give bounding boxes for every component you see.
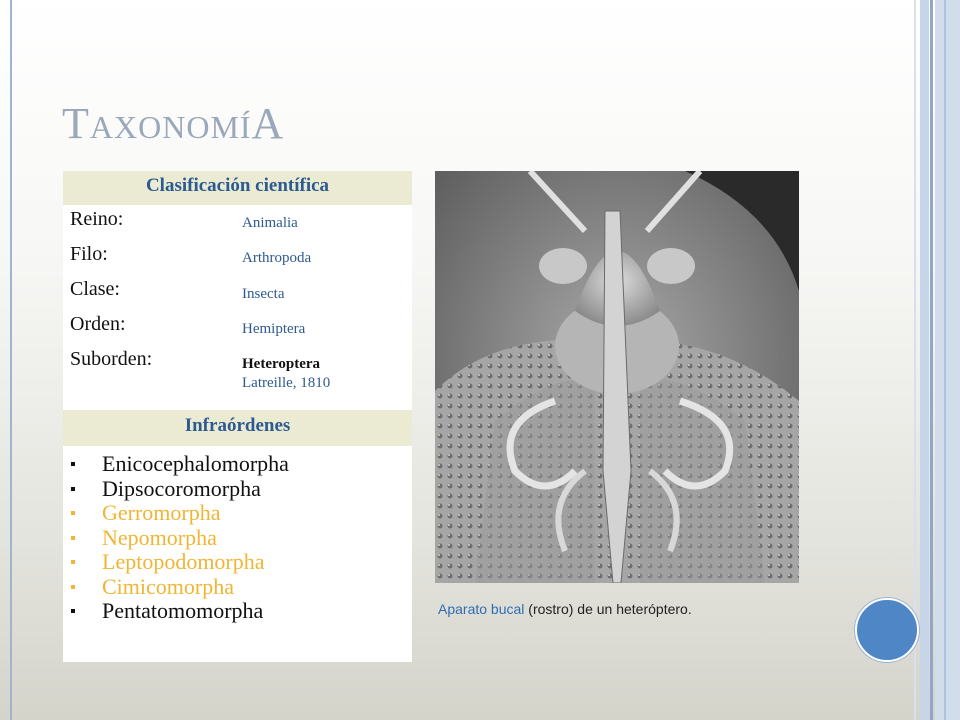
bullet-icon (71, 462, 75, 466)
row-label-clase: Clase: (70, 278, 120, 300)
row-label-reino: Reino: (70, 208, 124, 230)
row-value-reino: Animalia (242, 215, 298, 231)
infraorder-name: Enicocephalomorpha (102, 451, 289, 476)
figure-caption: Aparato bucal (rostro) de un heteróptero. (438, 601, 692, 617)
row-value-clase: Insecta (242, 286, 285, 302)
row-value-filo: Arthropoda (242, 250, 312, 266)
bullet-icon (71, 560, 75, 564)
classification-table (63, 171, 412, 662)
bullet-icon (71, 585, 75, 589)
infraorder-name: Leptopodomorpha (102, 549, 265, 574)
infraorder-name: Gerromorpha (102, 500, 221, 525)
infraorders-header: Infraórdenes (63, 410, 412, 446)
decorative-circle (855, 598, 919, 662)
row-value-orden: Hemiptera (242, 321, 306, 337)
left-border-line (10, 0, 12, 720)
infraorder-name: Pentatomomorpha (102, 598, 264, 623)
row-label-orden: Orden: (70, 313, 126, 335)
bullet-icon (71, 487, 75, 491)
rostrum-sem-image (435, 171, 799, 583)
infraorder-name: Dipsocoromorpha (102, 475, 261, 501)
classification-header: Clasificación científica (63, 171, 412, 205)
bullet-icon (71, 536, 75, 540)
row-value-suborden: Heteroptera (242, 356, 321, 372)
row-label-filo: Filo: (70, 243, 108, 265)
infraorders-list (63, 446, 412, 623)
row-label-suborden: Suborden: (70, 348, 153, 370)
right-decorative-bars (914, 0, 960, 720)
infraorder-name: Cimicomorpha (102, 573, 234, 599)
bullet-icon (71, 609, 75, 613)
bullet-icon (71, 511, 75, 515)
row-authority-suborden: Latreille, 1810 (242, 375, 331, 391)
slide-title: TAXONOMÍA (62, 99, 285, 148)
infraorder-name: Nepomorpha (102, 524, 217, 550)
